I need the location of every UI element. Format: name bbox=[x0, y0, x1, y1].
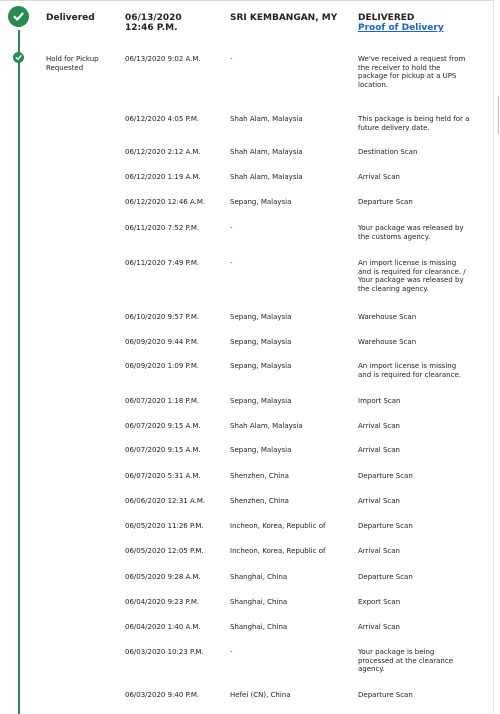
delivered-activity-label: DELIVERED bbox=[358, 13, 415, 23]
row-location: Shanghai, China bbox=[230, 573, 288, 581]
row-activity: Arrival Scan bbox=[358, 173, 400, 181]
row-activity: Your package is being processed at the clearance agency. bbox=[358, 648, 453, 673]
row-date: 06/04/2020 1:40 A.M. bbox=[125, 623, 201, 631]
row-activity: Export Scan bbox=[358, 598, 401, 606]
row-activity: Arrival Scan bbox=[358, 497, 400, 505]
row-location: Hefei (CN), China bbox=[230, 691, 291, 699]
row-activity: An import license is missing and is required for clearance. / Your package was released by the clearing agency. bbox=[358, 259, 466, 293]
delivered-location: SRI KEMBANGAN, MY bbox=[230, 13, 338, 23]
row-location: Sepang, Malaysia bbox=[230, 198, 292, 206]
row-location: Incheon, Korea, Republic of bbox=[230, 522, 326, 530]
row-date: 06/10/2020 9:57 P.M. bbox=[125, 313, 200, 321]
row-date: 06/03/2020 9:40 P.M. bbox=[125, 691, 200, 699]
delivered-status: Delivered bbox=[46, 13, 95, 23]
row-location: Sepang, Malaysia bbox=[230, 338, 292, 346]
row-activity: Departure Scan bbox=[358, 691, 413, 699]
row-location: Sepang, Malaysia bbox=[230, 446, 292, 454]
row-date: 06/12/2020 2:12 A.M. bbox=[125, 148, 201, 156]
delivered-datetime bbox=[125, 13, 182, 33]
row-date: 06/03/2020 10:23 P.M. bbox=[125, 648, 204, 656]
row-date: 06/12/2020 1:19 A.M. bbox=[125, 173, 201, 181]
row-activity: Import Scan bbox=[358, 397, 401, 405]
row-activity: Your package was released by the customs agency. bbox=[358, 224, 464, 241]
row-date: 06/07/2020 9:15 A.M. bbox=[125, 446, 201, 454]
row-location: Shah Alam, Malaysia bbox=[230, 422, 303, 430]
row-activity: Departure Scan bbox=[358, 472, 413, 480]
row-activity: Arrival Scan bbox=[358, 422, 400, 430]
row-date: 06/05/2020 11:26 P.M. bbox=[125, 522, 204, 530]
row-location: Sepang, Malaysia bbox=[230, 362, 292, 370]
row-location: - bbox=[230, 55, 233, 63]
row-activity: Destination Scan bbox=[358, 148, 418, 156]
scrollbar[interactable] bbox=[493, 0, 500, 714]
row-location: Shah Alam, Malaysia bbox=[230, 148, 303, 156]
row-date: 06/12/2020 12:46 A.M. bbox=[125, 198, 206, 206]
row-location: Sepang, Malaysia bbox=[230, 397, 292, 405]
row-location: Shenzhen, China bbox=[230, 497, 289, 505]
row-location: Incheon, Korea, Republic of bbox=[230, 547, 326, 555]
row-date: 06/05/2020 12:05 P.M. bbox=[125, 547, 204, 555]
timeline-line bbox=[18, 30, 20, 714]
row-date: 06/07/2020 5:31 A.M. bbox=[125, 472, 201, 480]
delivered-row bbox=[0, 0, 493, 40]
row-activity: Arrival Scan bbox=[358, 446, 400, 454]
row-date: 06/09/2020 1:09 P.M. bbox=[125, 362, 200, 370]
row-date: 06/05/2020 9:28 A.M. bbox=[125, 573, 201, 581]
row-date: 06/07/2020 1:18 P.M. bbox=[125, 397, 200, 405]
row-date: 06/11/2020 7:52 P.M. bbox=[125, 224, 200, 232]
row-activity: Warehouse Scan bbox=[358, 338, 417, 346]
row-location: Shanghai, China bbox=[230, 598, 288, 606]
row-activity: This package is being held for a future delivery date. bbox=[358, 115, 470, 132]
row-location: Sepang, Malaysia bbox=[230, 313, 292, 321]
delivered-date: 06/13/2020 bbox=[125, 13, 182, 23]
hold-for-pickup-label: Hold for Pickup Requested bbox=[46, 55, 99, 72]
row-date: 06/06/2020 12:31 A.M. bbox=[125, 497, 206, 505]
row-location: - bbox=[230, 648, 233, 656]
delivered-activity bbox=[358, 13, 444, 33]
row-location: Shah Alam, Malaysia bbox=[230, 173, 303, 181]
row-date: 06/11/2020 7:49 P.M. bbox=[125, 259, 200, 267]
row-location: - bbox=[230, 259, 233, 267]
proof-of-delivery-link[interactable]: Proof of Delivery bbox=[358, 23, 444, 33]
row-activity: An import license is missing and is required for clearance. bbox=[358, 362, 461, 379]
row-date: 06/12/2020 4:05 P.M. bbox=[125, 115, 200, 123]
row-activity: We've received a request from the receiver to hold the package for pickup at a UPS location. bbox=[358, 55, 466, 89]
row-activity: Departure Scan bbox=[358, 198, 413, 206]
hold-check-icon bbox=[13, 52, 24, 63]
delivered-time: 12:46 P.M. bbox=[125, 23, 178, 33]
row-location: Shanghai, China bbox=[230, 623, 288, 631]
row-activity: Arrival Scan bbox=[358, 547, 400, 555]
row-activity: Departure Scan bbox=[358, 522, 413, 530]
row-date: 06/04/2020 9:23 P.M. bbox=[125, 598, 200, 606]
row-location: Shah Alam, Malaysia bbox=[230, 115, 303, 123]
row-date: 06/13/2020 9:02 A.M. bbox=[125, 55, 201, 63]
scrollbar-thumb[interactable] bbox=[498, 96, 499, 134]
row-location: - bbox=[230, 224, 233, 232]
row-location: Shenzhen, China bbox=[230, 472, 289, 480]
row-activity: Departure Scan bbox=[358, 573, 413, 581]
row-activity: Warehouse Scan bbox=[358, 313, 417, 321]
row-date: 06/07/2020 9:15 A.M. bbox=[125, 422, 201, 430]
row-activity: Arrival Scan bbox=[358, 623, 400, 631]
row-date: 06/09/2020 9:44 P.M. bbox=[125, 338, 200, 346]
